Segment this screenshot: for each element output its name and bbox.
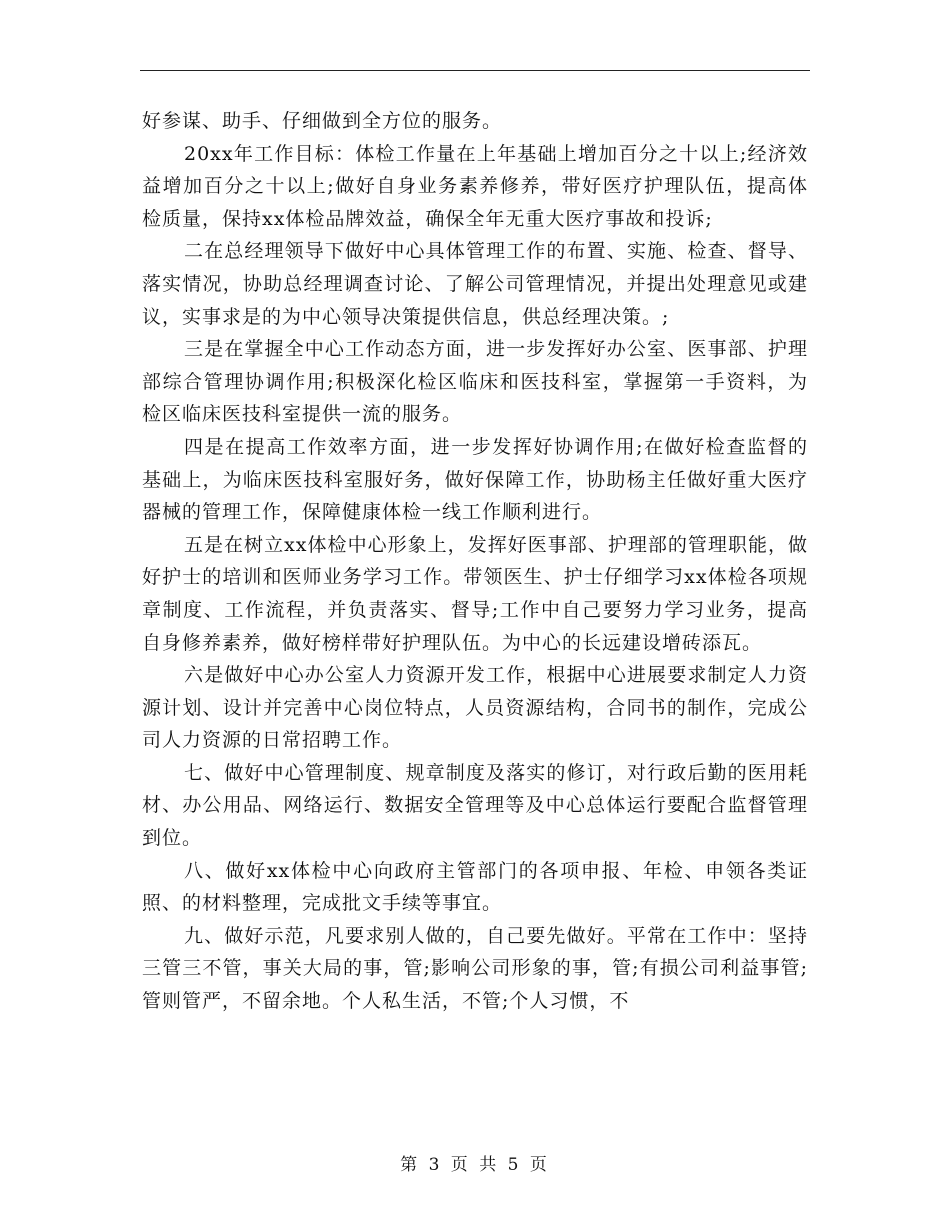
paragraph-6: 五是在树立xx体检中心形象上，发挥好医事部、护理部的管理职能，做好护士的培训和医师业务学习工作。带领医生、护士仔细学习xx体检各项规章制度、工作流程，并负责落实、督导;工作中自己要努力学习业务，提高自身修养素养，做好榜样带好护理队伍。为中心的长远建设增砖添瓦。 <box>142 533 808 654</box>
paragraph-5: 四是在提高工作效率方面，进一步发挥好协调作用;在做好检查监督的基础上，为临床医技科室服好务，做好保障工作，协助杨主任做好重大医疗器械的管理工作，保障健康体检一线工作顺利进行。 <box>142 435 808 524</box>
paragraph-4: 三是在掌握全中心工作动态方面，进一步发挥好办公室、医事部、护理部综合管理协调作用;积极深化检区临床和医技科室，掌握第一手资料，为检区临床医技科室提供一流的服务。 <box>142 338 808 426</box>
body-text <box>142 105 808 1018</box>
paragraph-3: 二在总经理领导下做好中心具体管理工作的布置、实施、检查、督导、落实情况，协助总经理调查讨论、了解公司管理情况，并提出处理意见或建议，实事求是的为中心领导决策提供信息，供总经理决策。; <box>142 240 808 328</box>
page-number-footer: 第 3 页 共 5 页 <box>400 1155 550 1175</box>
paragraph-7: 六是做好中心办公室人力资源开发工作，根据中心进展要求制定人力资源计划、设计并完善中心岗位特点，人员资源结构，合同书的制作，完成公司人力资源的日常招聘工作。 <box>142 664 808 752</box>
paragraph-10: 九、做好示范，凡要求别人做的，自己要先做好。平常在工作中：坚持三管三不管，事关大局的事，管;影响公司形象的事，管;有损公司利益事管;管则管严，不留余地。个人私生活，不管;个人习惯，不 <box>142 924 808 1013</box>
paragraph-1: 好参谋、助手、仔细做到全方位的服务。 <box>142 110 503 132</box>
paragraph-2: 20xx年工作目标：体检工作量在上年基础上增加百分之十以上;经济效益增加百分之十以上;做好自身业务素养修养，带好医疗护理队伍，提高体检质量，保持xx体检品牌效益，确保全年无重大医疗事故和投诉; <box>142 142 808 230</box>
paragraph-9: 八、做好xx体检中心向政府主管部门的各项申报、年检、申领各类证照、的材料整理，完成批文手续等事宜。 <box>142 859 808 915</box>
header-rule <box>140 70 810 71</box>
paragraph-8: 七、做好中心管理制度、规章制度及落实的修订，对行政后勤的医用耗材、办公用品、网络运行、数据安全管理等及中心总体运行要配合监督管理到位。 <box>142 761 808 850</box>
